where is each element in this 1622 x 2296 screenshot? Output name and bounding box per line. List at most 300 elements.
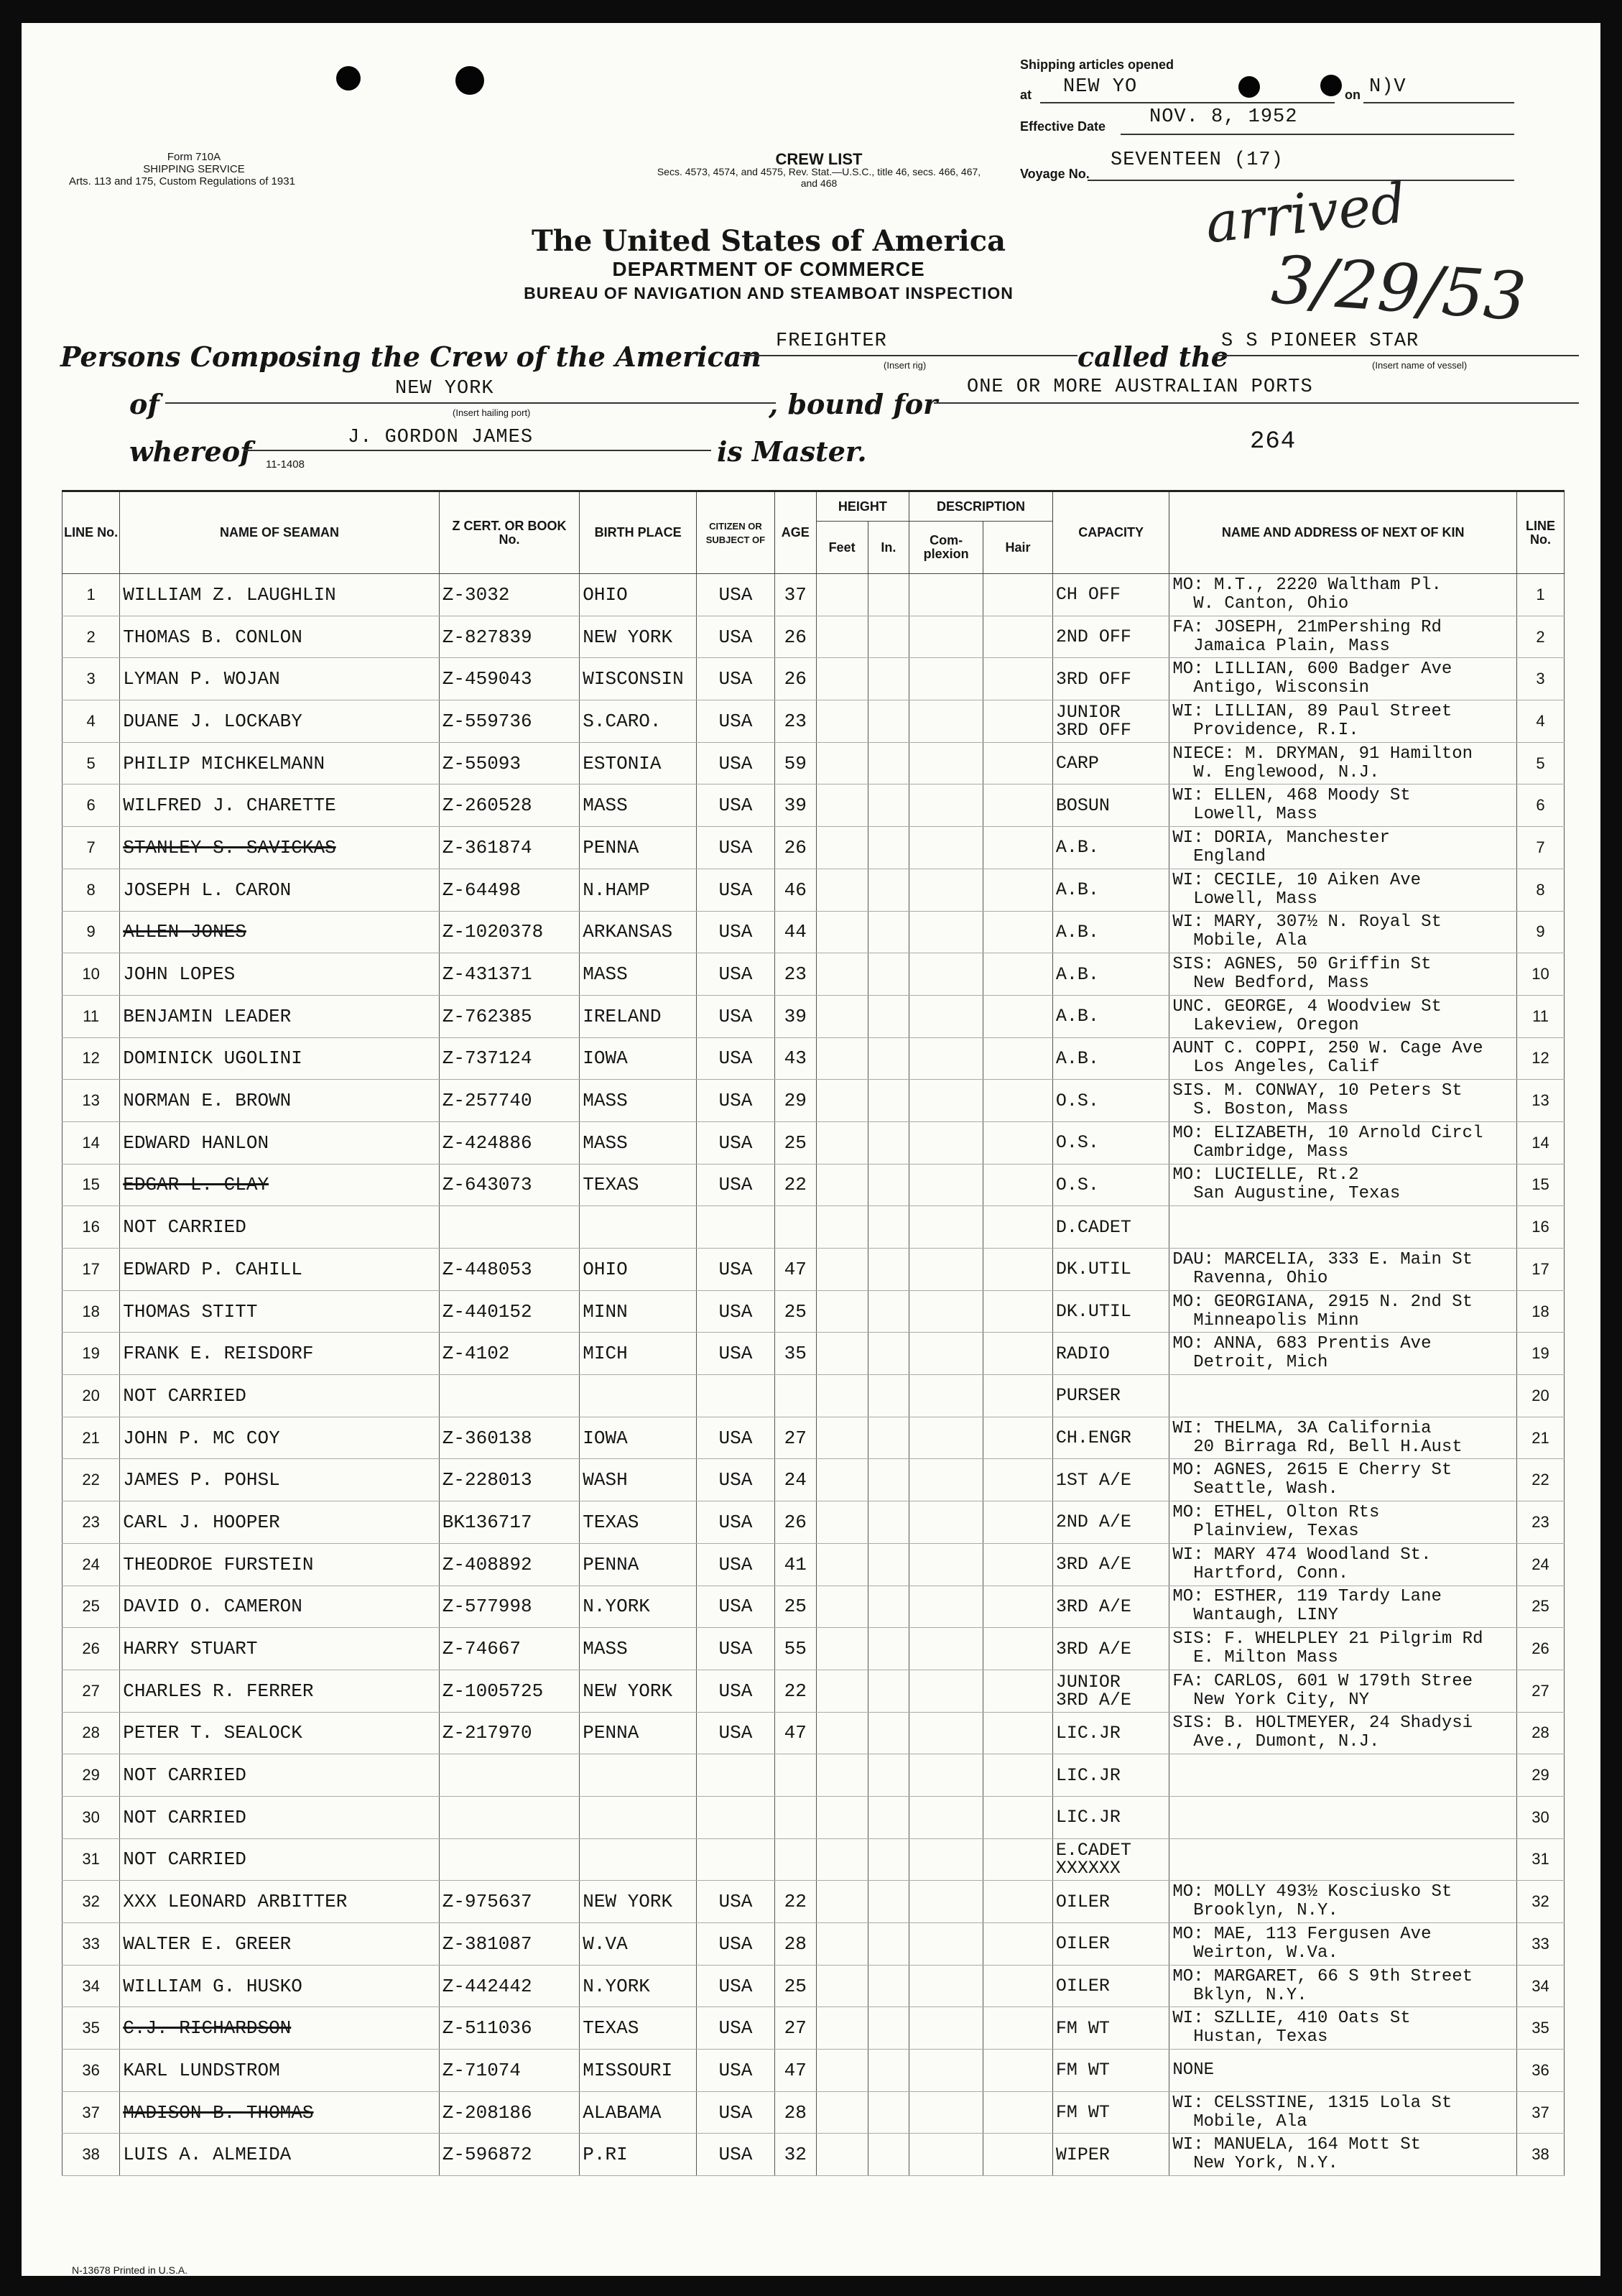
line-number-right: 31: [1517, 1838, 1565, 1881]
seaman-name: DUANE J. LOCKABY: [120, 700, 440, 743]
birth-place: NEW YORK: [580, 1881, 697, 1923]
z-cert: Z-431371: [439, 953, 580, 996]
birth-place: IOWA: [580, 1417, 697, 1459]
height-feet: [816, 1881, 868, 1923]
col-complexion: Com- plexion: [909, 522, 983, 574]
next-of-kin: NONE: [1169, 2050, 1517, 2092]
whereof-label: whereof: [129, 435, 252, 468]
capacity: A.B.: [1052, 869, 1169, 911]
seaman-name: EDWARD P. CAHILL: [120, 1249, 440, 1291]
table-row: [62, 1754, 1565, 1797]
table-row: [62, 574, 1565, 616]
seaman-name: NOT CARRIED: [120, 1206, 440, 1249]
age: 37: [774, 574, 816, 616]
line-number-right: 7: [1517, 827, 1565, 869]
line-number-right: 37: [1517, 2091, 1565, 2134]
birth-place: OHIO: [580, 1249, 697, 1291]
next-of-kin: MO: MAE, 113 Fergusen Ave Weirton, W.Va.: [1169, 1923, 1517, 1966]
age: 46: [774, 869, 816, 911]
complexion: [909, 1712, 983, 1754]
height-feet: [816, 1080, 868, 1122]
height-feet: [816, 2050, 868, 2092]
seaman-name: JOHN LOPES: [120, 953, 440, 996]
table-row: [62, 700, 1565, 743]
complexion: [909, 1164, 983, 1206]
seaman-name: WILFRED J. CHARETTE: [120, 784, 440, 827]
height-feet: [816, 1501, 868, 1544]
line-number: 36: [62, 2050, 120, 2092]
complexion: [909, 1080, 983, 1122]
capacity: A.B.: [1052, 995, 1169, 1037]
birth-place: [580, 1375, 697, 1417]
age: [774, 1206, 816, 1249]
age: 39: [774, 784, 816, 827]
age: 23: [774, 700, 816, 743]
rig-hint: (Insert rig): [884, 360, 927, 371]
col-inches: In.: [868, 522, 909, 574]
height-inches: [868, 827, 909, 869]
line-number-right: 9: [1517, 911, 1565, 953]
z-cert: Z-257740: [439, 1080, 580, 1122]
birth-place: IRELAND: [580, 995, 697, 1037]
z-cert: [439, 1754, 580, 1797]
height-feet: [816, 2091, 868, 2134]
line-number: 33: [62, 1923, 120, 1966]
seaman-name: THOMAS B. CONLON: [120, 616, 440, 658]
ink-blot: [336, 66, 361, 91]
line-number: 1: [62, 574, 120, 616]
z-cert: BK136717: [439, 1501, 580, 1544]
vessel-rig: FREIGHTER: [776, 330, 887, 352]
age: 43: [774, 1037, 816, 1080]
hair: [983, 784, 1053, 827]
complexion: [909, 1459, 983, 1501]
capacity: 1ST A/E: [1052, 1459, 1169, 1501]
line-number: 11: [62, 995, 120, 1037]
height-feet: [816, 1417, 868, 1459]
complexion: [909, 995, 983, 1037]
line-number: 31: [62, 1838, 120, 1881]
line-number-right: 26: [1517, 1628, 1565, 1670]
height-feet: [816, 1923, 868, 1966]
height-inches: [868, 1712, 909, 1754]
z-cert: Z-361874: [439, 827, 580, 869]
seaman-name: JOHN P. MC COY: [120, 1417, 440, 1459]
next-of-kin: MO: ESTHER, 119 Tardy Lane Wantaugh, LINY: [1169, 1586, 1517, 1628]
citizenship: USA: [696, 1037, 774, 1080]
z-cert: Z-381087: [439, 1923, 580, 1966]
line-number-right: 6: [1517, 784, 1565, 827]
birth-place: WASH: [580, 1459, 697, 1501]
next-of-kin: SIS: F. WHELPLEY 21 Pilgrim Rd E. Milton Mass: [1169, 1628, 1517, 1670]
complexion: [909, 953, 983, 996]
col-hair: Hair: [983, 522, 1053, 574]
line-number-right: 1: [1517, 574, 1565, 616]
line-number: 25: [62, 1586, 120, 1628]
height-inches: [868, 2007, 909, 2050]
z-cert: Z-559736: [439, 700, 580, 743]
voyage-number: SEVENTEEN (17): [1111, 149, 1284, 171]
line-number: 35: [62, 2007, 120, 2050]
age: 28: [774, 1923, 816, 1966]
complexion: [909, 1121, 983, 1164]
complexion: [909, 700, 983, 743]
z-cert: Z-1020378: [439, 911, 580, 953]
line-number-right: 16: [1517, 1206, 1565, 1249]
height-inches: [868, 742, 909, 784]
table-row: [62, 1796, 1565, 1838]
citizenship: [696, 1754, 774, 1797]
height-inches: [868, 784, 909, 827]
age: 23: [774, 953, 816, 996]
capacity: 2ND OFF: [1052, 616, 1169, 658]
hair: [983, 1164, 1053, 1206]
hair: [983, 1080, 1053, 1122]
complexion: [909, 911, 983, 953]
citizenship: USA: [696, 1923, 774, 1966]
seaman-name: WALTER E. GREER: [120, 1923, 440, 1966]
z-cert: Z-762385: [439, 995, 580, 1037]
height-inches: [868, 2091, 909, 2134]
table-row: [62, 1333, 1565, 1375]
seaman-name: ALLEN JONES: [120, 911, 440, 953]
citizenship: USA: [696, 784, 774, 827]
bureau: BUREAU OF NAVIGATION AND STEAMBOAT INSPECTION: [524, 284, 1014, 302]
height-feet: [816, 1754, 868, 1797]
seaman-name: JAMES P. POHSL: [120, 1459, 440, 1501]
complexion: [909, 1838, 983, 1881]
table-row: [62, 1417, 1565, 1459]
seaman-name: WILLIAM Z. LAUGHLIN: [120, 574, 440, 616]
age: 28: [774, 2091, 816, 2134]
complexion: [909, 1796, 983, 1838]
line-number: 5: [62, 742, 120, 784]
seaman-name: NOT CARRIED: [120, 1838, 440, 1881]
citizenship: USA: [696, 742, 774, 784]
line-number: 38: [62, 2134, 120, 2176]
department: DEPARTMENT OF COMMERCE: [612, 258, 925, 280]
col-capacity: CAPACITY: [1052, 491, 1169, 574]
col-zcert: Z CERT. OR BOOK No.: [439, 491, 580, 574]
height-feet: [816, 1375, 868, 1417]
line-number: 34: [62, 1965, 120, 2007]
z-cert: Z-64498: [439, 869, 580, 911]
col-feet: Feet: [816, 522, 868, 574]
line-number-right: 34: [1517, 1965, 1565, 2007]
height-inches: [868, 1838, 909, 1881]
hair: [983, 827, 1053, 869]
table-row: [62, 1249, 1565, 1291]
table-row: [62, 869, 1565, 911]
complexion: [909, 1670, 983, 1712]
next-of-kin: WI: SZLLIE, 410 Oats St Hustan, Texas: [1169, 2007, 1517, 2050]
line-number-right: 22: [1517, 1459, 1565, 1501]
height-inches: [868, 1923, 909, 1966]
table-row: [62, 1037, 1565, 1080]
line-number: 13: [62, 1080, 120, 1122]
line-number-right: 19: [1517, 1333, 1565, 1375]
complexion: [909, 784, 983, 827]
citizenship: USA: [696, 2050, 774, 2092]
birth-place: OHIO: [580, 574, 697, 616]
birth-place: IOWA: [580, 1037, 697, 1080]
capacity: FM WT: [1052, 2050, 1169, 2092]
line-number: 12: [62, 1037, 120, 1080]
birth-place: N.YORK: [580, 1586, 697, 1628]
voyage-label: Voyage No.: [1020, 167, 1090, 181]
z-cert: Z-71074: [439, 2050, 580, 2092]
seaman-name: NORMAN E. BROWN: [120, 1080, 440, 1122]
next-of-kin: NIECE: M. DRYMAN, 91 Hamilton W. Englewood, N.J.: [1169, 742, 1517, 784]
complexion: [909, 574, 983, 616]
col-citizen: CITIZEN OR SUBJECT OF: [696, 491, 774, 574]
height-feet: [816, 1628, 868, 1670]
height-feet: [816, 2134, 868, 2176]
capacity: PURSER: [1052, 1375, 1169, 1417]
birth-place: TEXAS: [580, 1164, 697, 1206]
vessel-name: S S PIONEER STAR: [1221, 330, 1419, 352]
height-feet: [816, 658, 868, 700]
seaman-name: THOMAS STITT: [120, 1290, 440, 1333]
hair: [983, 1712, 1053, 1754]
capacity: 2ND A/E: [1052, 1501, 1169, 1544]
next-of-kin: MO: M.T., 2220 Waltham Pl. W. Canton, Ohio: [1169, 574, 1517, 616]
age: [774, 1796, 816, 1838]
complexion: [909, 869, 983, 911]
height-feet: [816, 1670, 868, 1712]
capacity: RADIO: [1052, 1333, 1169, 1375]
line-number: 20: [62, 1375, 120, 1417]
seaman-name: XXX LEONARD ARBITTER: [120, 1881, 440, 1923]
shipping-articles-label: Shipping articles opened: [1020, 57, 1174, 72]
birth-place: N.YORK: [580, 1965, 697, 2007]
is-master-label: is Master.: [717, 435, 867, 468]
height-inches: [868, 1417, 909, 1459]
col-age: AGE: [774, 491, 816, 574]
line-number-right: 33: [1517, 1923, 1565, 1966]
table-row: [62, 1290, 1565, 1333]
line-number-right: 29: [1517, 1754, 1565, 1797]
age: 47: [774, 2050, 816, 2092]
line-number: 19: [62, 1333, 120, 1375]
complexion: [909, 616, 983, 658]
next-of-kin: AUNT C. COPPI, 250 W. Cage Ave Los Angeles, Calif: [1169, 1037, 1517, 1080]
table-row: [62, 2050, 1565, 2092]
height-inches: [868, 869, 909, 911]
table-row: [62, 1628, 1565, 1670]
height-inches: [868, 1164, 909, 1206]
line-number: 21: [62, 1417, 120, 1459]
ink-blot: [1238, 76, 1260, 98]
crew-list-document: [22, 23, 1600, 2276]
print-footer: N-13678 Printed in U.S.A.: [72, 2264, 188, 2276]
height-feet: [816, 827, 868, 869]
next-of-kin: WI: ELLEN, 468 Moody St Lowell, Mass: [1169, 784, 1517, 827]
capacity: D.CADET: [1052, 1206, 1169, 1249]
capacity: A.B.: [1052, 911, 1169, 953]
age: 59: [774, 742, 816, 784]
height-inches: [868, 1459, 909, 1501]
hair: [983, 869, 1053, 911]
complexion: [909, 658, 983, 700]
birth-place: TEXAS: [580, 2007, 697, 2050]
hair: [983, 1628, 1053, 1670]
capacity: 3RD OFF: [1052, 658, 1169, 700]
seaman-name: NOT CARRIED: [120, 1796, 440, 1838]
citizenship: [696, 1375, 774, 1417]
seaman-name: NOT CARRIED: [120, 1754, 440, 1797]
line-number-right: 10: [1517, 953, 1565, 996]
statutes: Secs. 4573, 4574, and 4575, Rev. Stat.—U.S.C., title 46, secs. 466, 467, and 468: [657, 166, 981, 189]
hair: [983, 1501, 1053, 1544]
height-inches: [868, 1037, 909, 1080]
birth-place: ALABAMA: [580, 2091, 697, 2134]
z-cert: Z-260528: [439, 784, 580, 827]
birth-place: NEW YORK: [580, 1670, 697, 1712]
line-number-right: 2: [1517, 616, 1565, 658]
height-inches: [868, 1670, 909, 1712]
hair: [983, 2007, 1053, 2050]
birth-place: MASS: [580, 784, 697, 827]
height-inches: [868, 1249, 909, 1291]
age: [774, 1754, 816, 1797]
next-of-kin: MO: LILLIAN, 600 Badger Ave Antigo, Wisconsin: [1169, 658, 1517, 700]
age: 27: [774, 1417, 816, 1459]
line-number-right: 27: [1517, 1670, 1565, 1712]
hair: [983, 1881, 1053, 1923]
citizenship: USA: [696, 869, 774, 911]
hair: [983, 1037, 1053, 1080]
hair: [983, 1375, 1053, 1417]
birth-place: NEW YORK: [580, 616, 697, 658]
col-line-no-right: LINE No.: [1517, 491, 1565, 574]
seaman-name: LUIS A. ALMEIDA: [120, 2134, 440, 2176]
capacity: JUNIOR 3RD OFF: [1052, 700, 1169, 743]
age: 47: [774, 1249, 816, 1291]
citizenship: USA: [696, 1080, 774, 1122]
seaman-name: PHILIP MICHKELMANN: [120, 742, 440, 784]
height-feet: [816, 742, 868, 784]
table-row: [62, 2091, 1565, 2134]
col-next-of-kin: NAME AND ADDRESS OF NEXT OF KIN: [1169, 491, 1517, 574]
citizenship: USA: [696, 1501, 774, 1544]
next-of-kin: [1169, 1375, 1517, 1417]
hair: [983, 1923, 1053, 1966]
age: 35: [774, 1333, 816, 1375]
height-inches: [868, 2050, 909, 2092]
citizenship: USA: [696, 1290, 774, 1333]
next-of-kin: [1169, 1754, 1517, 1797]
complexion: [909, 1037, 983, 1080]
height-feet: [816, 1543, 868, 1586]
citizenship: USA: [696, 700, 774, 743]
table-row: [62, 911, 1565, 953]
seaman-name: HARRY STUART: [120, 1628, 440, 1670]
z-cert: Z-643073: [439, 1164, 580, 1206]
complexion: [909, 827, 983, 869]
height-feet: [816, 784, 868, 827]
seaman-name: PETER T. SEALOCK: [120, 1712, 440, 1754]
seaman-name: JOSEPH L. CARON: [120, 869, 440, 911]
height-feet: [816, 1459, 868, 1501]
hair: [983, 1838, 1053, 1881]
next-of-kin: UNC. GEORGE, 4 Woodview St Lakeview, Oregon: [1169, 995, 1517, 1037]
line-number-right: 21: [1517, 1417, 1565, 1459]
height-inches: [868, 1290, 909, 1333]
citizenship: USA: [696, 2007, 774, 2050]
z-cert: Z-827839: [439, 616, 580, 658]
form-id: Form 710A: [167, 151, 221, 163]
ink-blot: [455, 66, 484, 95]
height-inches: [868, 911, 909, 953]
age: 55: [774, 1628, 816, 1670]
birth-place: N.HAMP: [580, 869, 697, 911]
z-cert: Z-448053: [439, 1249, 580, 1291]
line-number-right: 36: [1517, 2050, 1565, 2092]
capacity: 3RD A/E: [1052, 1543, 1169, 1586]
complexion: [909, 1417, 983, 1459]
citizenship: USA: [696, 1459, 774, 1501]
capacity: FM WT: [1052, 2091, 1169, 2134]
hair: [983, 1965, 1053, 2007]
z-cert: Z-577998: [439, 1586, 580, 1628]
line-number-right: 12: [1517, 1037, 1565, 1080]
complexion: [909, 2134, 983, 2176]
form-regulations: Arts. 113 and 175, Custom Regulations of 1931: [69, 175, 295, 188]
height-feet: [816, 1712, 868, 1754]
line-number-right: 25: [1517, 1586, 1565, 1628]
height-feet: [816, 1333, 868, 1375]
height-feet: [816, 1290, 868, 1333]
table-row: [62, 1459, 1565, 1501]
z-cert: [439, 1796, 580, 1838]
citizenship: USA: [696, 1965, 774, 2007]
line-number: 16: [62, 1206, 120, 1249]
birth-place: P.RI: [580, 2134, 697, 2176]
articles-opened-at: NEW YO: [1063, 76, 1138, 98]
at-label: at: [1020, 88, 1032, 102]
complexion: [909, 1333, 983, 1375]
height-feet: [816, 1965, 868, 2007]
age: 26: [774, 658, 816, 700]
seaman-name: C.J. RICHARDSON: [120, 2007, 440, 2050]
complexion: [909, 2091, 983, 2134]
age: 26: [774, 827, 816, 869]
birth-place: ESTONIA: [580, 742, 697, 784]
z-cert: Z-55093: [439, 742, 580, 784]
gov-title: The United States of America: [531, 224, 1006, 258]
height-feet: [816, 911, 868, 953]
line-number-right: 13: [1517, 1080, 1565, 1122]
capacity: OILER: [1052, 1923, 1169, 1966]
next-of-kin: [1169, 1838, 1517, 1881]
height-inches: [868, 1080, 909, 1122]
next-of-kin: WI: THELMA, 3A California 20 Birraga Rd, Bell H.Aust: [1169, 1417, 1517, 1459]
line-number-right: 11: [1517, 995, 1565, 1037]
capacity: O.S.: [1052, 1121, 1169, 1164]
line-number-right: 8: [1517, 869, 1565, 911]
height-inches: [868, 1796, 909, 1838]
z-cert: Z-442442: [439, 1965, 580, 2007]
height-feet: [816, 1586, 868, 1628]
line-number-right: 35: [1517, 2007, 1565, 2050]
age: 22: [774, 1670, 816, 1712]
birth-place: MASS: [580, 1080, 697, 1122]
col-height: HEIGHT: [816, 491, 909, 522]
birth-place: MICH: [580, 1333, 697, 1375]
age: 24: [774, 1459, 816, 1501]
z-cert: Z-3032: [439, 574, 580, 616]
